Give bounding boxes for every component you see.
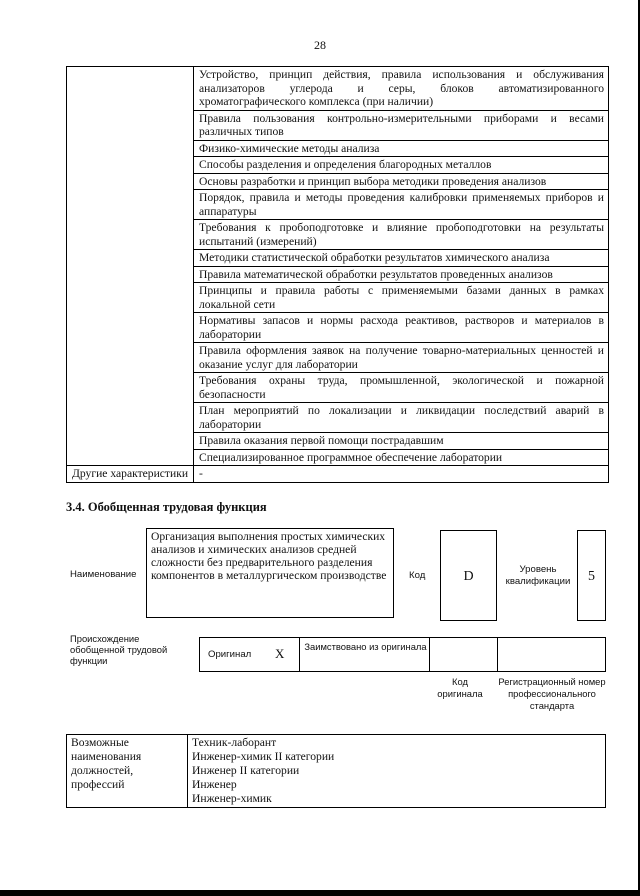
function-code-label: Код — [409, 570, 426, 581]
requirement-item: Специализированное программное обеспечение лаборатории — [194, 449, 609, 466]
other-characteristics-value: - — [194, 466, 609, 483]
requirement-item: Способы разделения и определения благородных металлов — [194, 157, 609, 174]
requirement-item: Основы разработки и принцип выбора методики проведения анализов — [194, 173, 609, 190]
requirement-item: Правила пользования контрольно-измерительными приборами и весами различных типов — [194, 110, 609, 140]
page-number: 28 — [314, 38, 326, 52]
requirement-item: Нормативы запасов и нормы расхода реактивов, растворов и материалов в лаборатории — [194, 313, 609, 343]
position-item: Инженер-химик II категории — [192, 750, 335, 763]
table-row — [67, 735, 606, 808]
origin-original-label: Оригинал — [208, 649, 252, 660]
requirement-item: Порядок, правила и методы проведения калибровки применяемых приборов и аппаратуры — [194, 190, 609, 220]
table-row — [67, 466, 609, 483]
position-item: Инженер-химик — [192, 792, 272, 805]
knowledge-requirements-table — [66, 66, 609, 483]
requirement-item: Требования к пробоподготовке и влияние пробоподготовки на результаты испытаний (измерений) — [194, 220, 609, 250]
origin-row — [199, 637, 606, 672]
requirement-item: Физико-химические методы анализа — [194, 140, 609, 157]
requirement-item: Принципы и правила работы с применяемыми базами данных в рамках локальной сети — [194, 283, 609, 313]
position-item: Инженер II категории — [192, 764, 300, 777]
positions-label: Возможные наименования должностей, профессий — [67, 735, 188, 808]
requirement-item: Правила оформления заявок на получение товарно-материальных ценностей и оказание услуг для лаборатории — [194, 343, 609, 373]
qualification-level-value: 5 — [577, 530, 606, 621]
position-item: Техник-лаборант — [192, 736, 277, 749]
requirement-item: Правила оказания первой помощи пострадавшим — [194, 433, 609, 450]
origin-original-mark: X — [275, 646, 285, 661]
section-title: 3.4. Обобщенная трудовая функция — [66, 500, 267, 514]
qualification-level-label: Уровень квалификации — [505, 564, 571, 587]
requirement-item: Методики статистической обработки результатов химического анализа — [194, 250, 609, 267]
function-name-value: Организация выполнения простых химических анализов и химических анализов средней сложности без предварительного разделения компонентов в металлургическом производстве — [146, 528, 394, 618]
position-item: Инженер — [192, 778, 237, 791]
requirement-item: Требования охраны труда, промышленной, экологической и пожарной безопасности — [194, 373, 609, 403]
positions-table — [66, 734, 606, 808]
positions-list — [188, 735, 606, 808]
other-characteristics-label: Другие характеристики — [67, 466, 194, 483]
origin-code-caption: Код оригинала — [437, 676, 483, 699]
function-code-value: D — [440, 530, 497, 621]
origin-reg-caption: Регистрационный номер профессионального стандарта — [498, 676, 606, 711]
left-column-empty — [67, 67, 194, 466]
origin-borrowed-label: Заимствовано из оригинала — [304, 641, 427, 652]
requirement-item: Правила математической обработки результатов проведенных анализов — [194, 266, 609, 283]
origin-code-cell — [430, 638, 498, 671]
function-name-label: Наименование — [70, 569, 137, 580]
origin-label: Происхождение обобщенной трудовой функции — [70, 633, 168, 666]
requirement-item: План мероприятий по локализации и ликвидации последствий аварий в лаборатории — [194, 403, 609, 433]
requirement-item: Устройство, принцип действия, правила использования и обслуживания анализаторов углерода и серы, блоков автоматизированного хроматографического комплекса (при наличии) — [194, 67, 609, 111]
table-row — [67, 67, 609, 111]
